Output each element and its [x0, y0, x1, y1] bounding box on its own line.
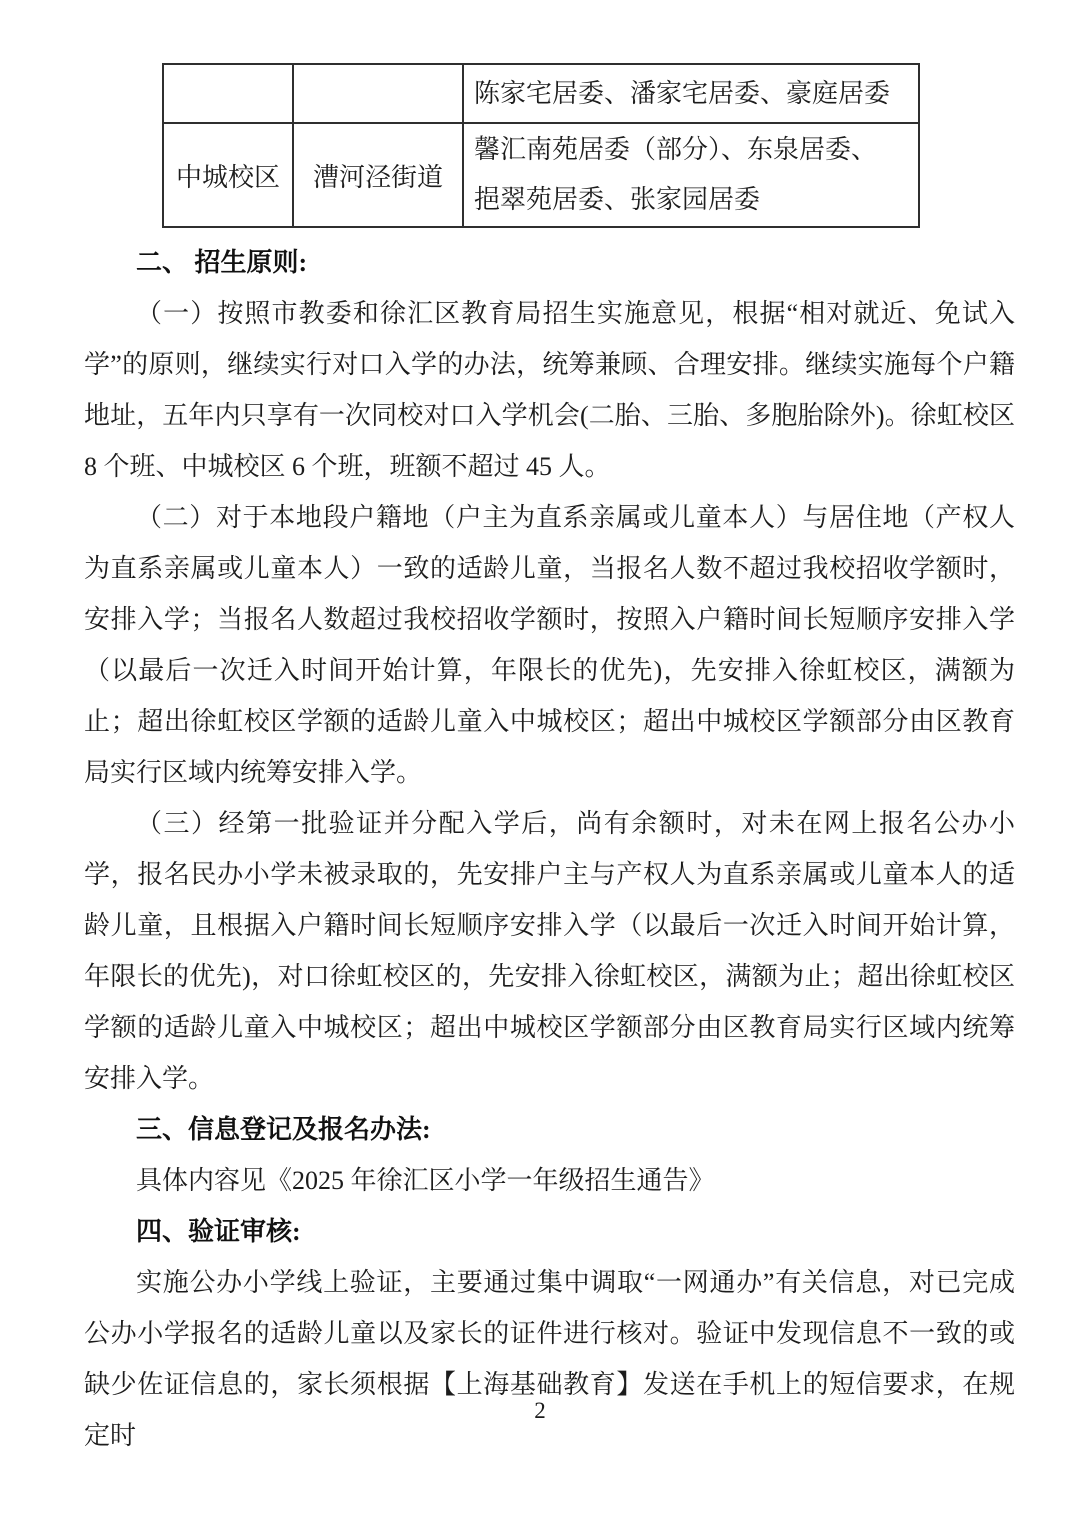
- campus-cell: 中城校区: [163, 123, 293, 227]
- street-cell: [293, 64, 463, 123]
- paragraph-registration-detail: 具体内容见《2025 年徐汇区小学一年级招生通告》: [136, 1166, 715, 1195]
- table-row-zhongcheng: [163, 123, 919, 227]
- section-heading-verification: 四、验证审核:: [136, 1217, 301, 1246]
- committee-line: 馨汇南苑居委（部分）、东泉居委、: [474, 135, 878, 164]
- table-row-continuation: [163, 64, 919, 123]
- campus-cell: [163, 64, 293, 123]
- document-body: [84, 237, 1015, 1461]
- street-cell: 漕河泾街道: [293, 123, 463, 227]
- committee-line: 挹翠苑居委、张家园居委: [474, 185, 761, 214]
- committees-cell: [463, 64, 919, 123]
- paragraph-principle-three: （三）经第一批验证并分配入学后，尚有余额时，对未在网上报名公办小学，报名民办小学未被录取的，先安排户主与产权人为直系亲属或儿童本人的适龄儿童，且根据入户籍时间长短顺序安排入学（以最后一次迁入时间开始计算，年限长的优先)，对口徐虹校区的，先安排入徐虹校区，满额为止；超出徐虹校区学额的适龄儿童入中城校区；超出中城校区学额部分由区教育局实行区域内统筹安排入学。: [84, 809, 1015, 1093]
- paragraph-principle-two: （二）对于本地段户籍地（户主为直系亲属或儿童本人）与居住地（产权人为直系亲属或儿童本人）一致的适龄儿童，当报名人数不超过我校招收学额时，安排入学；当报名人数超过我校招收学额时，按照入户籍时间长短顺序安排入学（以最后一次迁入时间开始计算，年限长的优先)，先安排入徐虹校区，满额为止；超出徐虹校区学额的适龄儿童入中城校区；超出中城校区学额部分由区教育局实行区域内统筹安排入学。: [84, 503, 1015, 787]
- section-heading-registration: 三、信息登记及报名办法:: [136, 1115, 431, 1144]
- section-heading-enrollment-principles: 二、 招生原则:: [136, 248, 308, 277]
- paragraph-principle-one: （一）按照市教委和徐汇区教育局招生实施意见，根据“相对就近、免试入学”的原则，继续实行对口入学的办法，统筹兼顾、合理安排。继续实施每个户籍地址，五年内只享有一次同校对口入学机会(二胎、三胎、多胞胎除外)。徐虹校区 8 个班、中城校区 6 个班，班额不超过 45 人。: [84, 299, 1015, 481]
- committees-cell: [463, 123, 919, 227]
- page-number: 2: [534, 1398, 546, 1423]
- paragraph-verification-detail: 实施公办小学线上验证，主要通过集中调取“一网通办”有关信息，对已完成公办小学报名的适龄儿童以及家长的证件进行核对。验证中发现信息不一致的或缺少佐证信息的，家长须根据【上海基础教育】发送在手机上的短信要求，在规定时: [84, 1268, 1015, 1450]
- committee-line: 陈家宅居委、潘家宅居委、豪庭居委: [474, 78, 891, 108]
- district-table: [162, 63, 920, 228]
